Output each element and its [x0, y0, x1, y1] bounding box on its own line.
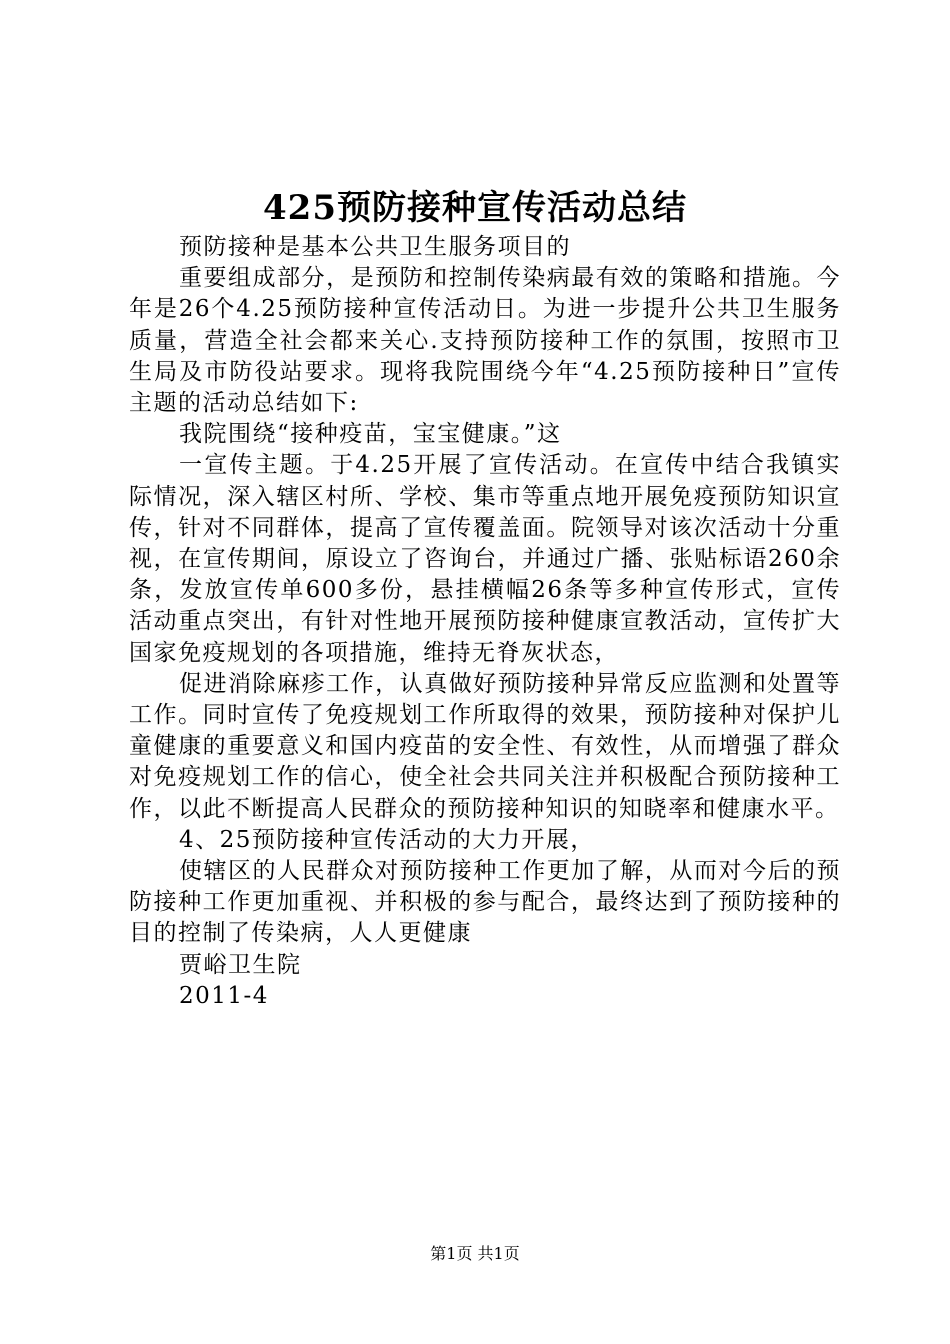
- paragraph: 重要组成部分，是预防和控制传染病最有效的策略和措施。今年是26个4.25预防接种宣传活动日。为进一步提升公共卫生服务质量，营造全社会都来关心.支持预防接种工作的氛围，按照市卫生局及市防役站要求。现将我院围绕今年“4.25预防接种日”宣传主题的活动总结如下:: [129, 265, 841, 417]
- paragraph: 4、25预防接种宣传活动的大力开展，: [179, 826, 595, 853]
- paragraph: 预防接种是基本公共卫生服务项目的: [179, 234, 571, 260]
- document-body: [129, 232, 841, 1012]
- paragraph: 促进消除麻疹工作，认真做好预防接种异常反应监测和处置等工作。同时宣传了免疫规划工作所取得的效果，预防接种对保护儿童健康的重要意义和国内疫苗的安全性、有效性，从而增强了群众对免疫规划工作的信心，使全社会共同关注并积极配合预防接种工作，以此不断提高人民群众的预防接种知识的知晓率和健康水平。: [129, 670, 841, 822]
- signature-organization: 贾峪卫生院: [179, 951, 302, 978]
- paragraph: 一宣传主题。于4.25开展了宣传活动。在宣传中结合我镇实际情况，深入辖区村所、学校、集市等重点地开展免疫预防知识宣传，针对不同群体，提高了宣传覆盖面。院领导对该次活动十分重视，在宣传期间，原设立了咨询台，并通过广播、张贴标语260余条，发放宣传单600多份，悬挂横幅26条等多种宣传形式，宣传活动重点突出，有针对性地开展预防接种健康宣教活动，宣传扩大国家免疫规划的各项措施，维持无脊灰状态，: [129, 452, 841, 666]
- paragraph: 使辖区的人民群众对预防接种工作更加了解，从而对今后的预防接种工作更加重视、并积极的参与配合，最终达到了预防接种的目的控制了传染病，人人更健康: [129, 858, 841, 947]
- page-number-footer: 第1页 共1页: [430, 1244, 520, 1263]
- paragraph: 我院围绕“接种疫苗，宝宝健康。”这: [179, 421, 562, 448]
- document-title: 425预防接种宣传活动总结: [263, 188, 687, 228]
- signature-date: 2011-4: [179, 982, 269, 1009]
